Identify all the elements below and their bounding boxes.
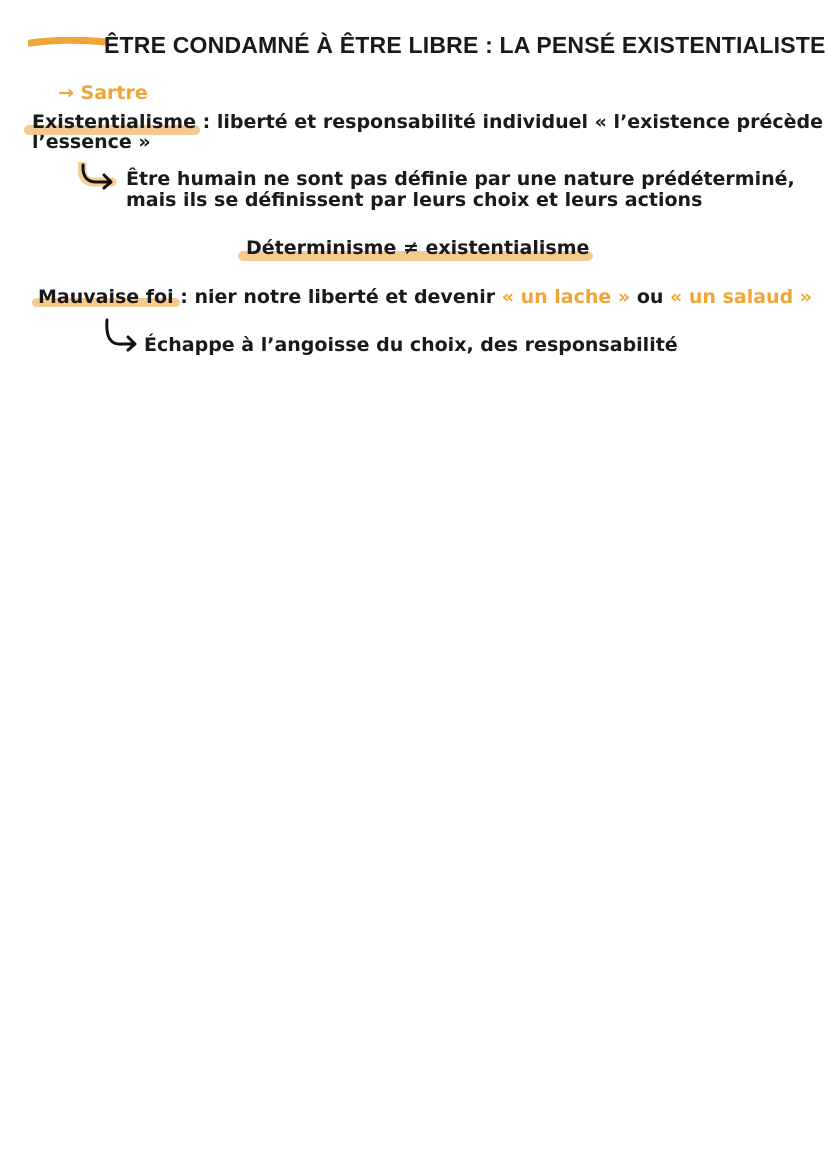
author-note: → Sartre — [58, 82, 148, 104]
existentialism-term: Existentialisme — [32, 111, 196, 133]
human-being-line-1: Être humain ne sont pas définie par une nature prédéterminé, — [126, 168, 795, 190]
human-being-line-2: mais ils se définissent par leurs choix et leurs actions — [126, 189, 703, 211]
escape-statement: Échappe à l’angoisse du choix, des responsabilité — [144, 334, 678, 356]
curved-arrow-icon — [102, 318, 142, 354]
title-brush-stroke — [28, 37, 108, 47]
quote-bastard: « un salaud » — [670, 286, 813, 308]
quote-coward: « un lache » — [501, 286, 631, 308]
existentialism-definition-text: : liberté et responsabilité individuel « l’existence précède — [196, 111, 823, 133]
existentialism-definition-continued: l’essence » — [32, 131, 151, 153]
contrast-text: Déterminisme ≠ existentialisme — [246, 237, 590, 259]
contrast-statement — [246, 237, 589, 259]
quote-connector: ou — [630, 286, 671, 308]
bad-faith-term: Mauvaise foi — [38, 286, 174, 308]
bad-faith-definition — [38, 286, 812, 308]
existentialism-definition — [32, 111, 823, 133]
bad-faith-text: : nier notre liberté et devenir — [173, 286, 502, 308]
page-title: ÊTRE CONDAMNÉ À ÊTRE LIBRE : LA PENSÉ EXISTENTIALISTE — [104, 32, 826, 58]
curved-arrow-icon — [78, 162, 118, 192]
